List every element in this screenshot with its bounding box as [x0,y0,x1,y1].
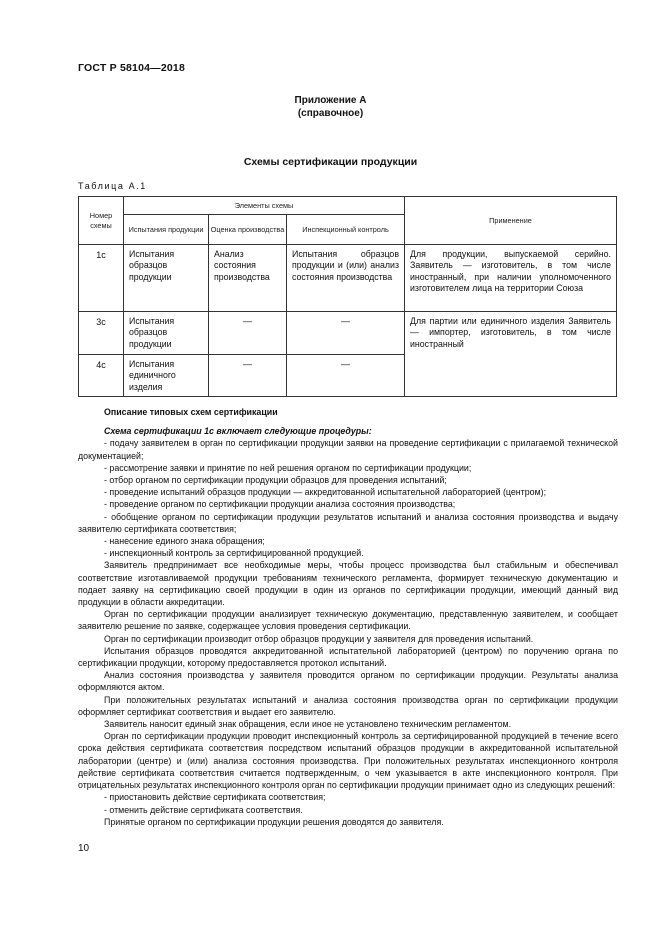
table-row [79,245,617,312]
header-scheme-elements: Элементы схемы [124,197,405,215]
paragraph: Заявитель наносит единый знак обращения, если иное не установлено техническим регламентом. [104,719,512,730]
cell-application: Для продукции, выпускаемой серийно. Заявитель — изготовитель, в том числе иностранный, при наличии уполномоченного изготовителем лица на территории Союза [405,245,617,312]
list-item: - обобщение органом по сертификации продукции результатов испытаний и анализа состояния производства и выдачу заявителю сертификата соответствия; [78,511,618,534]
appendix-title: Приложение А [294,95,367,106]
list-item: - подачу заявителем в орган по сертификации продукции заявки на проведение сертификации с прилагаемой технической документацией; [78,438,618,461]
paragraph: Испытания образцов проводятся аккредитованной испытательной лабораторией (центром) по поручению органа по сертификации продукции, которому предоставляется протокол испытаний. [78,645,618,669]
cell-testing: Испытания образцов продукции [124,245,209,312]
appendix-subtitle: (справочное) [297,108,364,119]
table-caption: Таблица А.1 [78,181,147,191]
cell-testing: Испытания образцов продукции [124,312,209,355]
scheme-number: 4с [79,355,124,397]
table-row [79,312,617,355]
cell-inspection: — [287,355,405,397]
list-item: - отбор органом по сертификации продукции образцов для проведения испытаний; [104,475,447,486]
cell-production: — [209,355,287,397]
header-application: Применение [405,197,617,245]
paragraph: Орган по сертификации продукции проводит инспекционный контроль за сертифицированной продукцией в течение всего срока действия сертификата соответствия посредством испытаний образцов продукции в аккредитованной испытательной лаборатории (центре) и (или) анализа состояния производства. При положительных результатах инспекционного контроля действие сертификата соответствия считается подтвержденным, о чем указывается в акте инспекционного контроля. При отрицательных результатах инспекционного контроля орган по сертификации продукции принимает одно из следующих решений: [78,731,618,791]
page-number: 10 [78,843,90,854]
list-item: - инспекционный контроль за сертифицированной продукцией. [104,548,364,559]
cell-application: Для партии или единичного изделия Заявитель — импортер, изготовитель, в том числе иностранный [405,312,617,397]
scheme-subheading: Схема сертификации 1с включает следующие процедуры: [104,426,372,437]
cell-inspection: — [287,312,405,355]
scheme-number: 3с [79,312,124,355]
body-text [78,406,618,828]
list-item: - приостановить действие сертификата соответствия; [104,792,326,803]
paragraph: Орган по сертификации производит отбор образцов продукции у заявителя для проведения испытаний. [104,633,534,644]
paragraph: Принятые органом по сертификации продукции решения доводятся до заявителя. [104,816,444,827]
header-inspection-control: Инспекционный контроль [287,215,405,245]
list-item: - нанесение единого знака обращения; [104,536,265,547]
paragraph: Анализ состояния производства у заявителя проводится органом по сертификации продукции. Результаты анализа оформляются актом. [78,670,618,693]
cell-production: Анализ состояния производства [209,245,287,312]
cell-production: — [209,312,287,355]
scheme-number: 1с [79,245,124,312]
header-production-assessment: Оценка производства [209,215,287,245]
section-heading: Описание типовых схем сертификации [104,407,278,417]
paragraph: При положительных результатах испытаний и анализа состояния производства орган по сертификации продукции оформляет сертификат соответствия и выдает его заявителю. [78,694,618,717]
list-item: - проведение органом по сертификации продукции анализа состояния производства; [104,499,456,510]
paragraph: Орган по сертификации продукции анализирует техническую документацию, представленную заявителем, и сообщает заявителю решение по заявке, содержащее условия проведения сертификации. [78,609,618,632]
cell-testing: Испытания единичного изделия [124,355,209,397]
appendix-heading [0,94,661,120]
cell-inspection: Испытания образцов продукции и (или) анализ состояния производства [287,245,405,312]
paragraph: Заявитель предпринимает все необходимые меры, чтобы процесс производства был стабильным и обеспечивал соответствие изготавливаемой продукции требованиям технического регламента, формирует техническую документацию и подает заявку на сертификацию своей продукции в один из органов по сертификации продукции, имеющий данный вид продукции в области аккредитации. [78,560,618,608]
list-item: - проведение испытаний образцов продукции — аккредитованной испытательной лабораторией (центром); [104,487,547,498]
certification-schemes-table [78,196,617,397]
section-title: Схемы сертификации продукции [243,156,418,168]
list-item: - рассмотрение заявки и принятие по ней решения органом по сертификации продукции; [104,462,472,473]
list-item: - отменить действие сертификата соответствия. [104,804,303,815]
header-scheme-number: Номер схемы [79,197,124,245]
document-code: ГОСТ Р 58104—2018 [78,62,186,74]
header-product-testing: Испытания продукции [124,215,209,245]
